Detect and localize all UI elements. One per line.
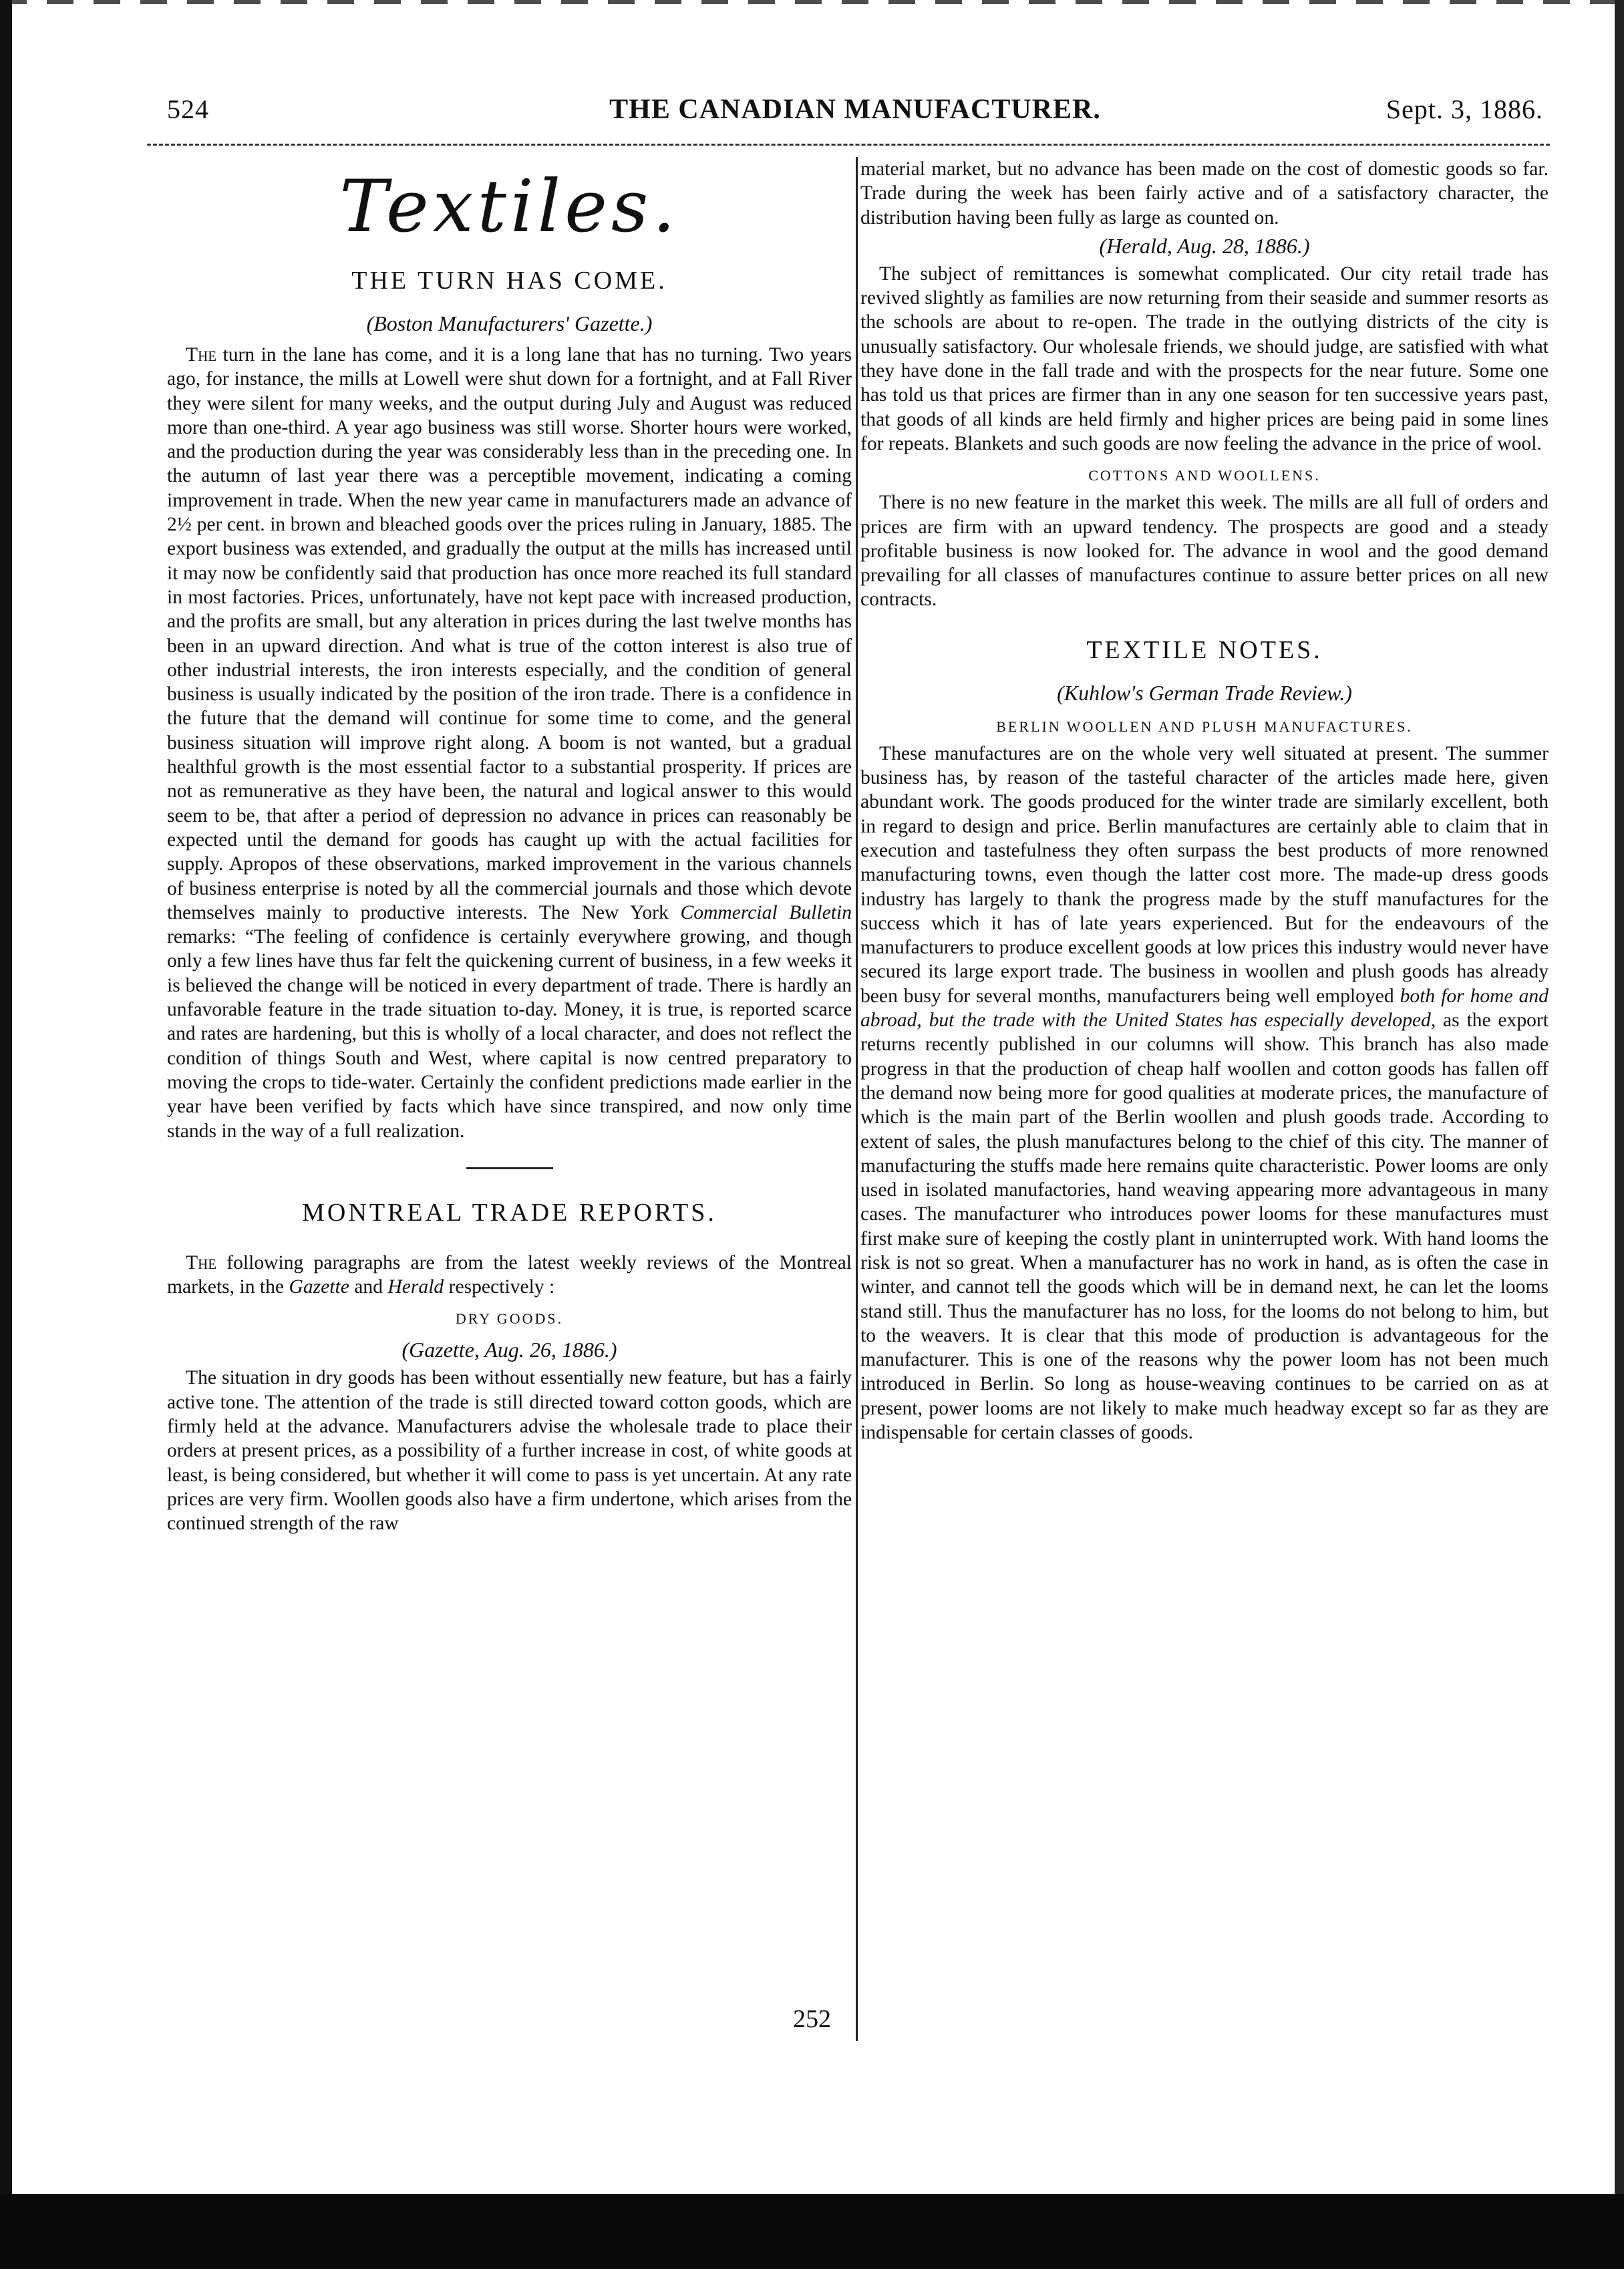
article-headline: TEXTILE NOTES. bbox=[1086, 635, 1323, 664]
column-divider bbox=[856, 157, 858, 2041]
scan-bottom-band bbox=[0, 2194, 1624, 2269]
scan-edge-right bbox=[1615, 0, 1624, 2269]
issue-date: Sept. 3, 1886. bbox=[1386, 94, 1543, 124]
article-headline: THE TURN HAS COME. bbox=[351, 267, 667, 295]
dateline: (Gazette, Aug. 26, 1886.) bbox=[401, 1338, 617, 1362]
body-text: respectively : bbox=[444, 1276, 555, 1298]
publication-title: THE CANADIAN MANUFACTURER. bbox=[609, 94, 1101, 125]
article-body bbox=[167, 343, 852, 1143]
body-text: These manufactures are on the whole very well situated at present. The summer business has, by reason of the tasteful character of the articles made here, given abundant work. The goods produced for the winter trade are similarly excellent, both in regard to design and price. Berlin manufactures are certainly able to claim that in execution and tastefulness they often surpass the best products of more renowned manufacturing towns, even though the latter cost more. The made-up dress goods industry has largely to thank the progress made by the stuff manufactures for the success which it has of late years experienced. But for the endeavours of the manufacturers to produce excellent goods at low prices this industry would never have secured its large export trade. The business in woollen and plush goods has already been busy for several months, manufacturers being well employed bbox=[860, 742, 1549, 1007]
subhead-dry-goods: DRY GOODS. bbox=[455, 1310, 564, 1328]
scan-edge-left bbox=[0, 0, 12, 2269]
body-text: turn in the lane has come, and it is a long lane that has no turning. Two years ago, for instance, the mills at Lowell were shut down for a fortnight, and at Fall River they were silent for many weeks, and the output during July and August was reduced more than one-third. A year ago business was still worse. Shorter hours were worked, and the production during the year was considerably less than in the preceding one. In the autumn of last year there was a perceptible movement, indicating a coming improvement in trade. When the new year came in manufacturers made an advance of 2½ per cent. in brown and bleached goods over the prices ruling in January, 1885. The export business was extended, and gradually the output at the mills has increased until it may now be confidently said that production has once more reached its full standard in most factories. Prices, unfortunately, have not kept pace with increased production, and the profits are small, but any alteration in prices during the last twelve months has been in an upward direction. And what is true of the cotton interest is also true of other industrial interests, the iron interests especially, and the condition of general business is usually indicated by the position of the iron trade. There is a confidence in the future that the demand will continue for some time to come, and the general business situation will improve right along. A boom is not wanted, but a gradual healthful growth is the most essential factor to a substantial prosperity. If prices are not as remunerative as they have been, the natural and logical answer to this would seem to be, that after a period of depression no advance in prices can reasonably be expected until the demand for goods has caught up with the actual facilities for supply. Apropos of these observations, marked improvement in the various channels of business enterprise is noted by all the commercial journals and those which devote themselves mainly to productive interests. The New York bbox=[167, 344, 852, 923]
top-border-rule bbox=[0, 0, 1624, 4]
page-number: 524 bbox=[167, 94, 209, 124]
article-source: (Kuhlow's German Trade Review.) bbox=[1057, 680, 1352, 705]
dateline: (Herald, Aug. 28, 1886.) bbox=[1099, 233, 1310, 258]
section-title: Textiles. bbox=[339, 165, 679, 249]
article-body: The situation in dry goods has been without essentially new feature, but has a fairly active tone. The attention of the trade is still directed toward cotton goods, which are firmly held at the advance. Manufacturers advise the wholesale trade to place their orders at present prices, as a possibility of a further increase in cost, of white goods at least, is being considered, but whether it will come to pass is yet uncertain. At any rate prices are very firm. Woollen goods also have a firm undertone, which arises from the continued strength of the raw bbox=[167, 1367, 852, 1535]
folio-number: 252 bbox=[793, 2005, 831, 2033]
herald-name: Herald bbox=[387, 1276, 444, 1298]
article-body: There is no new feature in the market this week. The mills are all full of orders and prices are firm with an upward tendency. The prospects are good and a steady profitable business is now looked for. The advance in wool and the good demand prevailing for all classes of manufactures continue to assure better prices on all new contracts. bbox=[860, 492, 1549, 611]
continued-text: material market, but no advance has been made on the cost of domestic goods so far. Trade during the week has been fairly active and of a satisfactory character, the distribution having been fully as large as counted on. bbox=[860, 158, 1549, 229]
subhead-berlin: BERLIN WOOLLEN AND PLUSH MANUFACTURES. bbox=[996, 718, 1413, 735]
body-text: remarks: “The feeling of confidence is certainly everywhere growing, and though only a few lines have thus far felt the quickening current of business, in a few weeks it is believed the change will be noticed in every department of trade. There is hardly an unfavorable feature in the trade situation to-day. Money, it is true, is reported scarce and rates are hardening, but this is wholly of a local character, and does not reflect the condition of things South and West, where capital is now centred preparatory to moving the crops to tide-water. Certainly the confident predictions made earlier in the year have been verified by facts which have since transpired, and now only time stands in the way of a full realization. bbox=[167, 926, 852, 1142]
body-text: following paragraphs are from the latest weekly reviews of the Montreal markets, in the bbox=[167, 1251, 852, 1298]
lead-word: The bbox=[186, 344, 217, 365]
article-headline: MONTREAL TRADE REPORTS. bbox=[302, 1198, 717, 1227]
article-body: The subject of remittances is somewhat complicated. Our city retail trade has revived slightly as families are now returning from their seaside and summer resorts as the schools are about to re-open. The trade in the outlying districts of the city is unusually satisfactory. Our wholesale friends, we should judge, are satisfied with what they have done in the fall trade and with the prospects for the near future. Some one has told us that prices are firmer than in any one season for ten successive years past, that goods of all kinds are held firmly and higher prices are being paid in some lines for repeats. Blankets and such goods are now feeling the advance in the price of wool. bbox=[860, 263, 1549, 454]
journal-name: Commercial Bulletin bbox=[680, 901, 852, 923]
page-header bbox=[167, 94, 1543, 134]
right-column bbox=[860, 157, 1549, 1445]
italic-phrase: both for home and abroad, but the trade with the United States has especially developed, bbox=[860, 985, 1549, 1032]
lead-word: The bbox=[186, 1251, 217, 1273]
subhead-cottons-woollens: COTTONS AND WOOLLENS. bbox=[1088, 467, 1321, 484]
article-intro bbox=[167, 1251, 852, 1300]
header-rule bbox=[147, 144, 1550, 148]
body-text: and bbox=[349, 1276, 388, 1298]
left-column bbox=[167, 157, 852, 1535]
body-text: as the export returns recently published in our columns will show. This branch has also made progress in that the production of cheap half woollen and cotton goods has fallen off the demand now being more for good qualities at moderate prices, the manufacture of which is the main part of the Berlin woollen and plush goods trade. According to extent of sales, the plush manufactures belong to the chief of this city. The manner of manufacturing the stuffs made here remains quite characteristic. Power looms are only used in isolated manufactories, hand weaving appearing more advantageous in many cases. The manufacturer who introduces power looms for these manufactures must first make sure of keeping the costly plant in uninterrupted work. With hand looms the risk is not so great. When a manufacturer has no work in hand, as is often the case in winter, and cannot tell the goods which will be in demand next, he can let the looms stand still. Thus the manufacturer has no loss, for the looms do not belong to him, but to the weavers. It is clear that this mode of production is advantageous for the manufacturer. This is one of the reasons why the power loom has not been much introduced in Berlin. So long as house-weaving continues to be carried on as at present, power looms are not likely to make much headway except so far as they are indispensable for certain classes of goods. bbox=[860, 1010, 1549, 1444]
article-body bbox=[860, 742, 1549, 1445]
gazette-name: Gazette bbox=[289, 1276, 349, 1298]
article-source: (Boston Manufacturers' Gazette.) bbox=[366, 311, 653, 335]
section-separator bbox=[466, 1167, 553, 1169]
